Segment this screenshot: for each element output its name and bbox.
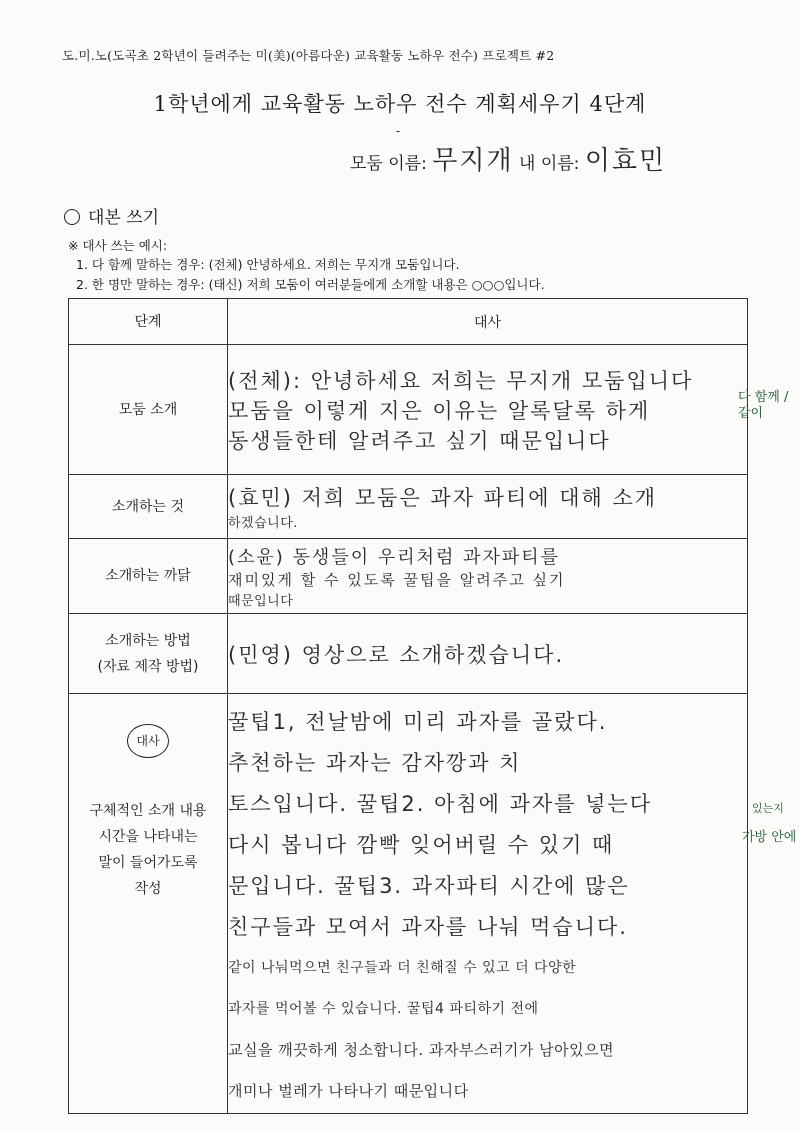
project-header: 도.미.노(도곡초 2학년이 들려주는 미(美)(아름다운) 교육활동 노하우 전수) 프로젝트 #2: [62, 48, 555, 63]
speech-line: 모둠을 이렇게 지은 이유는 알록달록 하게: [228, 398, 651, 423]
title-dash: -: [396, 124, 401, 138]
speech-line: 교실을 깨끗하게 청소합니다. 과자부스러기가 남아있으면: [228, 1041, 615, 1059]
example-line: 1. 다 함께 말하는 경우: (전체) 안녕하세요. 저희는 무지개 모둠입니다.: [76, 257, 460, 272]
section-title: [64, 203, 159, 228]
speech-line: (소윤) 동생들이 우리처럼 과자파티를: [228, 547, 561, 568]
speech-line: 다시 봅니다 깜빡 잊어버릴 수 있기 때: [228, 833, 615, 857]
stage-line: 소개하는 방법: [105, 632, 191, 649]
stage-line: 작성: [134, 881, 162, 897]
speech-line: 개미나 벌레가 나타나기 때문입니다: [228, 1082, 469, 1100]
speech-line: 동생들한테 알려주고 싶기 때문입니다: [228, 428, 611, 453]
table-row: [69, 694, 748, 1114]
student-name-value: 이효민: [584, 146, 667, 176]
student-name-label: 내 이름:: [519, 154, 580, 174]
speech-line: 과자를 먹어볼 수 있습니다. 꿀팁4 파티하기 전에: [228, 1001, 539, 1017]
speech-cell: [228, 694, 748, 1114]
stage-line: (자료 제작 방법): [97, 658, 199, 675]
speech-line: 토스입니다. 꿀팁2. 아침에 과자를 넣는다: [228, 792, 652, 816]
table-row: [69, 614, 748, 694]
header-speech: 대사: [228, 299, 748, 345]
stage-cell: 모둠 소개: [69, 345, 228, 475]
stage-line: 구체적인 소개 내용: [89, 803, 207, 819]
table-row: [69, 539, 748, 614]
margin-note: 있는지: [752, 802, 784, 815]
group-name-label: 모둠 이름:: [350, 154, 427, 174]
table-row: [69, 345, 748, 475]
circle-bullet-icon: [64, 209, 80, 225]
speech-cell: [228, 614, 748, 694]
speech-line: (민영) 영상으로 소개하겠습니다.: [228, 642, 565, 667]
margin-note: 가방 안에: [742, 830, 797, 845]
stage-cell: [69, 694, 228, 1114]
header-stage: 단계: [69, 299, 228, 345]
script-table: [68, 298, 748, 1114]
speech-line: 같이 나눠먹으면 친구들과 더 친해질 수 있고 더 다양한: [228, 960, 577, 976]
speech-line: 추천하는 과자는 감자깡과 치: [228, 751, 522, 775]
stage-line: 시간을 나타내는: [98, 829, 198, 845]
speech-cell: [228, 475, 748, 539]
group-name-value: 무지개: [432, 146, 514, 176]
table-header-row: [69, 299, 748, 345]
stage-cell: 소개하는 까닭: [69, 539, 228, 614]
speech-line: 꿀팁1, 전날밤에 미리 과자를 골랐다.: [228, 710, 608, 734]
example-line: 2. 한 명만 말하는 경우: (태신) 저희 모둠이 여러분들에게 소개할 내용은 ○○○입니다.: [76, 277, 545, 292]
speech-cell: [228, 539, 748, 614]
group-name-row: [350, 140, 666, 177]
stage-line: 말이 들어가도록: [98, 855, 198, 871]
stage-cell: [69, 614, 228, 694]
speech-cell: [228, 345, 748, 475]
speech-line: (효민) 저희 모둠은 과자 파티에 대해 소개: [228, 486, 658, 510]
speech-bubble: 대사: [127, 724, 168, 758]
speech-line: (전체): 안녕하세요 저희는 무지개 모둠입니다: [228, 368, 694, 393]
page-title: 1학년에게 교육활동 노하우 전수 계획세우기 4단계: [153, 92, 647, 116]
example-title: ※ 대사 쓰는 예시:: [68, 238, 168, 253]
speech-line: 하겠습니다.: [228, 516, 298, 531]
speech-line: 재미있게 할 수 있도록 꿀팁을 알려주고 싶기: [228, 571, 566, 589]
section-title-text: 대본 쓰기: [88, 208, 160, 228]
margin-note: 다 함께 / 같이: [738, 390, 789, 421]
speech-line: 친구들과 모여서 과자를 나눠 먹습니다.: [228, 915, 628, 939]
speech-line: 문입니다. 꿀팁3. 과자파티 시간에 많은: [228, 874, 630, 898]
table-row: [69, 475, 748, 539]
stage-cell: 소개하는 것: [69, 475, 228, 539]
speech-line: 때문입니다: [228, 594, 294, 609]
